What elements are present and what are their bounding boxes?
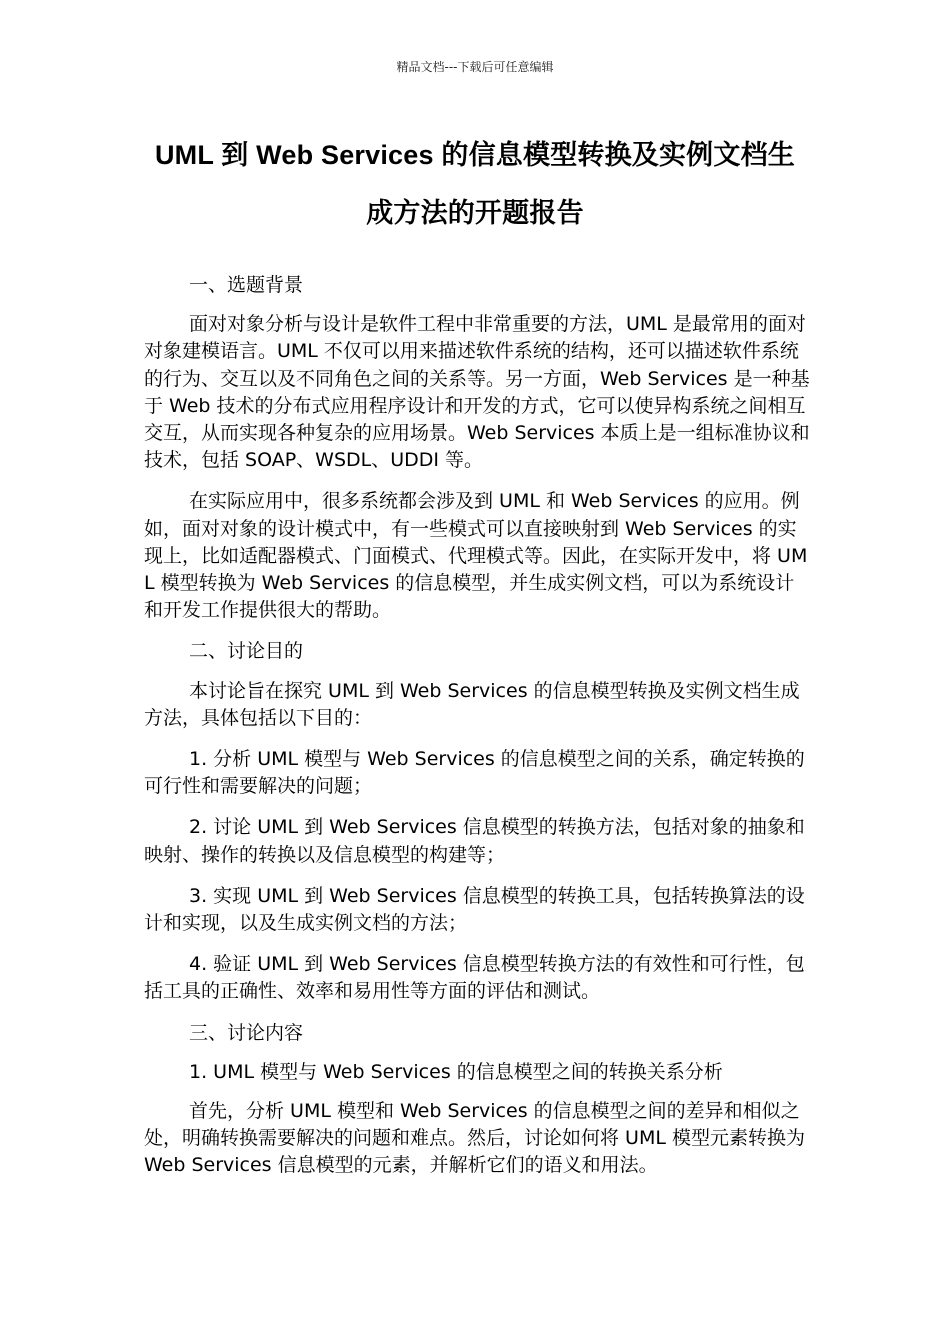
page-header-note: 精品文档---下载后可任意编辑 bbox=[396, 60, 554, 74]
document-body bbox=[144, 272, 812, 1194]
list-item: 1. 分析 UML 模型与 Web Services 的信息模型之间的关系，确定转换的可行性和需要解决的问题； bbox=[144, 748, 805, 798]
section-heading-background: 一、选题背景 bbox=[189, 274, 304, 296]
paragraph: 首先，分析 UML 模型和 Web Services 的信息模型之间的差异和相似之处，明确转换需要解决的问题和难点。然后，讨论如何将 UML 模型元素转换为 Web Services 信息模型的元素，并解析它们的语义和用法。 bbox=[144, 1100, 805, 1177]
subsection-heading: 1. UML 模型与 Web Services 的信息模型之间的转换关系分析 bbox=[189, 1060, 723, 1083]
document-title bbox=[120, 126, 830, 242]
list-item: 3. 实现 UML 到 Web Services 信息模型的转换工具，包括转换算法的设计和实现，以及生成实例文档的方法； bbox=[144, 884, 805, 935]
title-line-1: UML 到 Web Services 的信息模型转换及实例文档生 bbox=[154, 140, 795, 170]
list-item: 2. 讨论 UML 到 Web Services 信息模型的转换方法，包括对象的抽象和映射、操作的转换以及信息模型的构建等； bbox=[144, 816, 805, 866]
paragraph: 本讨论旨在探究 UML 到 Web Services 的信息模型转换及实例文档生成方法，具体包括以下目的： bbox=[144, 679, 800, 729]
list-item: 4. 验证 UML 到 Web Services 信息模型转换方法的有效性和可行性，包括工具的正确性、效率和易用性等方面的评估和测试。 bbox=[144, 953, 805, 1003]
section-heading-content: 三、讨论内容 bbox=[189, 1021, 304, 1044]
paragraph: 在实际应用中，很多系统都会涉及到 UML 和 Web Services 的应用。例如，面对对象的设计模式中，有一些模式可以直接映射到 Web Services 的实现上，比如适配器模式、门面模式、代理模式等。因此，在实际开发中，将 UML 模型转换为 Web Services 的信息模型，并生成实例文档，可以为系统设计和开发工作提供很大的帮助。 bbox=[144, 490, 808, 622]
title-line-2: 成方法的开题报告 bbox=[366, 198, 584, 228]
section-heading-purpose: 二、讨论目的 bbox=[189, 640, 304, 663]
paragraph: 面对对象分析与设计是软件工程中非常重要的方法，UML 是最常用的面对对象建模语言。UML 不仅可以用来描述软件系统的结构，还可以描述软件系统的行为、交互以及不同角色之间的关系等。另一方面，Web Services 是一种基于 Web 技术的分布式应用程序设计和开发的方式，它可以使异构系统之间相互交互，从而实现各种复杂的应用场景。Web Services 本质上是一组标准协议和技术，包括 SOAP、WSDL、UDDI 等。 bbox=[144, 313, 810, 472]
